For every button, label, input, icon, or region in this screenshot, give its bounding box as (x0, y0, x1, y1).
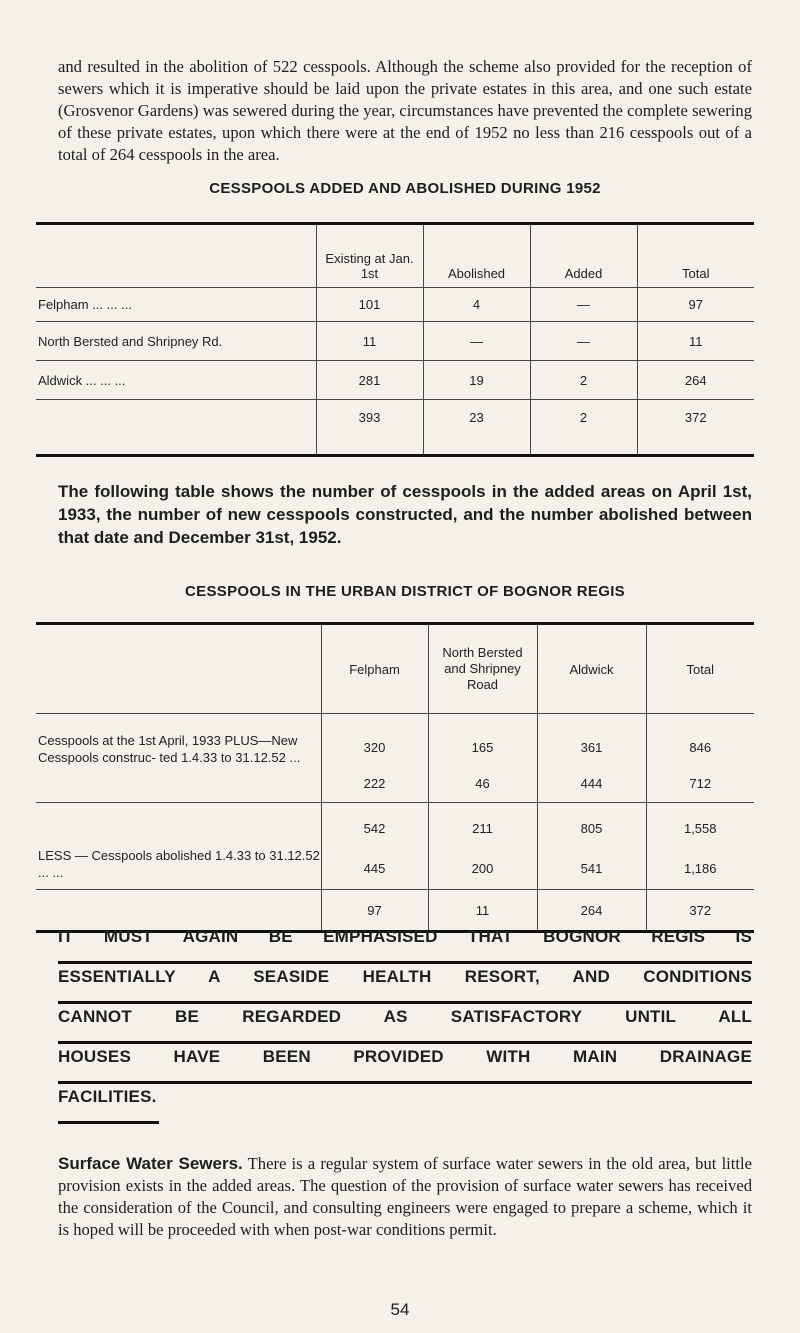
table2-header-north-bersted: North Bersted and Shripney Road (428, 624, 537, 714)
cell-abolished: — (423, 322, 530, 361)
row-label: LESS — Cesspools abolished 1.4.33 to 31.12.52 ... ... (36, 803, 321, 890)
cell-added: — (530, 322, 637, 361)
cell-existing: 101 (316, 288, 423, 322)
surface-water-paragraph (58, 1153, 752, 1241)
total-felpham: 97 (321, 890, 428, 932)
cell-existing: 11 (316, 322, 423, 361)
surface-water-text: There is a regular system of surface water sewers in the old area, but little provision exists in the added areas. The question of the provision of surface water sewers has received the consideration of the Council, and consulting engineers were engaged to prepare a scheme, which it is hoped will be proceeded with when post-war conditions permit. (58, 1154, 752, 1239)
cell-aldwick: 805 541 (537, 803, 646, 890)
table-row (36, 322, 754, 361)
table2-header-aldwick: Aldwick (537, 624, 646, 714)
cell-north-bersted: 211 200 (428, 803, 537, 890)
table-row (36, 714, 754, 803)
cell-abolished: 19 (423, 361, 530, 400)
table-row (36, 803, 754, 890)
table2-header-total: Total (646, 624, 754, 714)
cell-total: 846 712 (646, 714, 754, 803)
table1-header-row (36, 224, 754, 288)
row-label: Cesspools at the 1st April, 1933 PLUS—New Cesspools construc- ted 1.4.33 to 31.12.52 ... (36, 714, 321, 803)
table2-header-felpham: Felpham (321, 624, 428, 714)
total-abolished: 23 (423, 400, 530, 456)
bold-paragraph: The following table shows the number of cesspools in the added areas on April 1st, 1933, the number of new cesspools constructed, and the number abolished between that date and December 31st, 1952. (58, 482, 752, 547)
total-total: 372 (637, 400, 754, 456)
total-aldwick: 264 (537, 890, 646, 932)
table-row (36, 361, 754, 400)
table2-header-row (36, 624, 754, 714)
row-label: Aldwick ... ... ... (36, 361, 316, 400)
total-north-bersted: 11 (428, 890, 537, 932)
emphasis-statement (58, 924, 752, 1124)
emphasis-line: HOUSES HAVE BEEN PROVIDED WITH MAIN DRAINAGE (58, 1044, 752, 1084)
page-number: 54 (390, 1300, 410, 1319)
cell-existing: 281 (316, 361, 423, 400)
emphasis-line: FACILITIES. (58, 1084, 159, 1124)
table1-header-total: Total (637, 224, 754, 288)
cell-abolished: 4 (423, 288, 530, 322)
emphasis-line: ESSENTIALLY A SEASIDE HEALTH RESORT, AND CONDITIONS (58, 964, 752, 1004)
total-total: 372 (646, 890, 754, 932)
cell-aldwick: 361 444 (537, 714, 646, 803)
cell-north-bersted: 165 46 (428, 714, 537, 803)
cell-total: 97 (637, 288, 754, 322)
row-label: Felpham ... ... ... (36, 288, 316, 322)
cell-felpham: 320 222 (321, 714, 428, 803)
table1-totals-row (36, 400, 754, 456)
cell-total: 264 (637, 361, 754, 400)
table1-title: CESSPOOLS ADDED AND ABOLISHED DURING 1952 (209, 180, 601, 197)
total-existing: 393 (316, 400, 423, 456)
cell-total: 1,558 1,186 (646, 803, 754, 890)
row-label: North Bersted and Shripney Rd. (36, 322, 316, 361)
emphasis-line: CANNOT BE REGARDED AS SATISFACTORY UNTIL ALL (58, 1004, 752, 1044)
table1-header-added: Added (530, 224, 637, 288)
cesspools-1952-table (36, 222, 754, 457)
intro-paragraph: and resulted in the abolition of 522 cesspools. Although the scheme also provided for the reception of sewers which it is imperative should be laid upon the private estates in this area, and one such estate (Grosvenor Gardens) was sewered during the year, circumstances have prevented the complete sewering of these private estates, upon which there were at the end of 1952 no less than 216 cesspools out of a total of 264 cesspools in the area. (58, 57, 752, 164)
total-added: 2 (530, 400, 637, 456)
cell-felpham: 542 445 (321, 803, 428, 890)
table1-header-existing: Existing at Jan. 1st (316, 224, 423, 288)
cell-added: 2 (530, 361, 637, 400)
emphasis-line: IT MUST AGAIN BE EMPHASISED THAT BOGNOR REGIS IS (58, 924, 752, 964)
cell-added: — (530, 288, 637, 322)
surface-water-heading: Surface Water Sewers. (58, 1154, 243, 1173)
cesspools-urban-district-table (36, 622, 754, 933)
cell-total: 11 (637, 322, 754, 361)
table1-header-abolished: Abolished (423, 224, 530, 288)
table2-title: CESSPOOLS IN THE URBAN DISTRICT OF BOGNOR REGIS (185, 583, 625, 600)
table-row (36, 288, 754, 322)
